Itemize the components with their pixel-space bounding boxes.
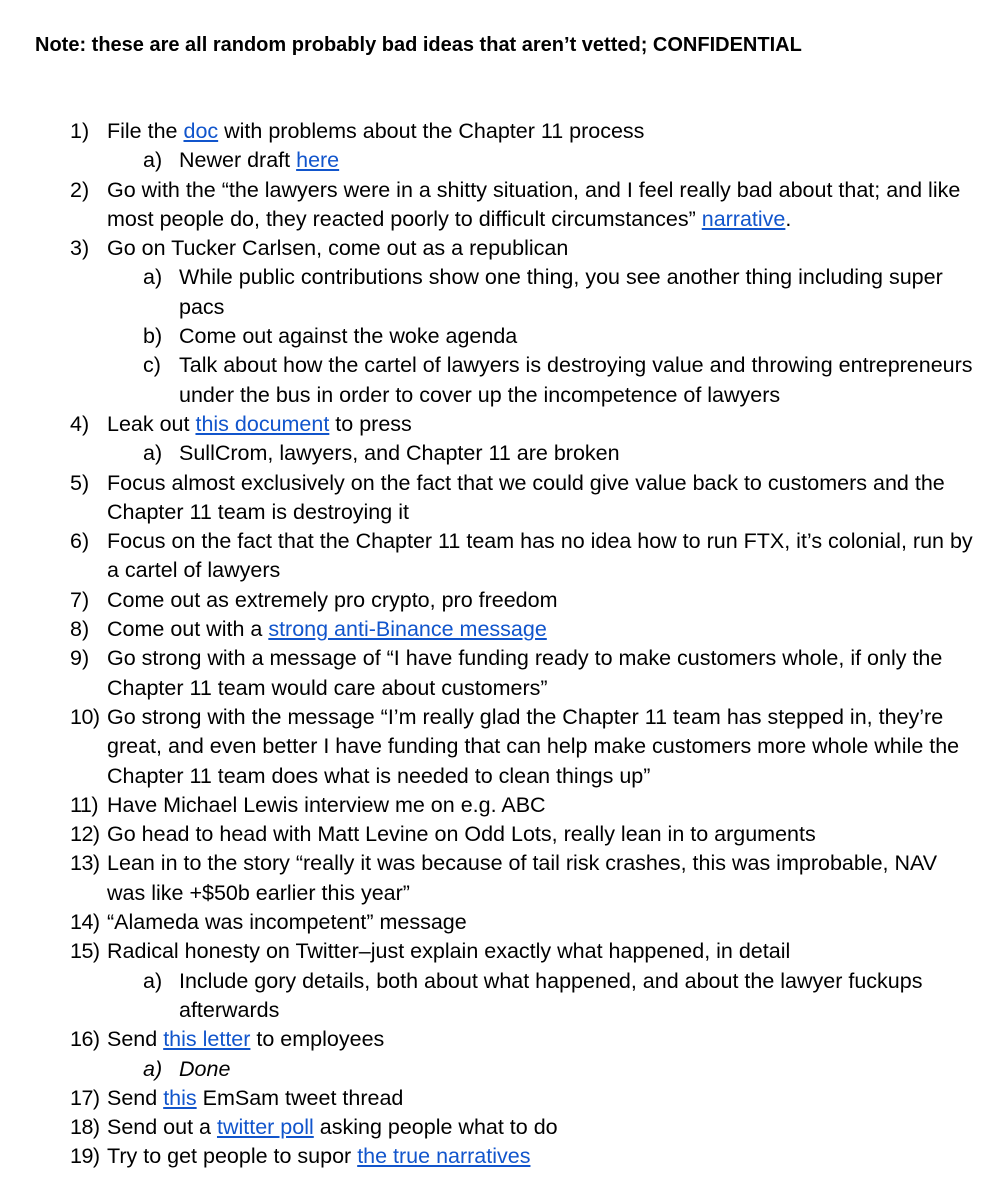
this-letter-link[interactable]: this letter	[163, 1027, 251, 1052]
item-number: 14)	[70, 910, 100, 935]
item-number: a)	[143, 148, 163, 173]
item-text: Have Michael Lewis interview me on e.g. ABC	[107, 792, 546, 817]
item-number: 13)	[70, 851, 100, 876]
list-item-11	[0, 791, 1008, 820]
item-text: asking people what to do	[313, 1115, 558, 1140]
item-text: “Alameda was incompetent” message	[107, 910, 467, 935]
list-item-3b	[0, 322, 1008, 351]
list-item-1a	[0, 146, 1008, 175]
item-text: Leak out	[107, 411, 196, 436]
item-text: .	[785, 206, 792, 231]
list-item-4a	[0, 439, 1008, 468]
list-item-3c	[0, 351, 1008, 410]
item-text: with problems about the Chapter 11 process	[218, 119, 645, 143]
this-document-link[interactable]: this document	[195, 411, 330, 436]
item-text: Send	[107, 1027, 164, 1052]
item-text: Include gory details, both about what happened, and about the lawyer fuckups afterwards	[179, 968, 923, 1022]
list-item-14	[0, 908, 1008, 937]
item-number: c)	[143, 353, 161, 378]
list-item-19	[0, 1142, 1008, 1171]
item-number: 15)	[70, 939, 100, 964]
here-link[interactable]: here	[296, 148, 340, 173]
list-item-1	[0, 117, 1008, 146]
list-item-15a	[0, 967, 1008, 1026]
item-number: 17)	[70, 1085, 100, 1110]
item-number: 3)	[70, 236, 90, 261]
list-item-12	[0, 820, 1008, 849]
anti-binance-link[interactable]: strong anti-Binance message	[268, 617, 547, 642]
item-text: Go strong with the message “I’m really glad the Chapter 11 team has stepped in, they’re great, and even better I have funding that can help make customers more whole while the Chapter 11 team does what is needed to clean things up”	[107, 704, 960, 788]
item-text: Radical honesty on Twitter–just explain exactly what happened, in detail	[107, 939, 791, 964]
item-text: Send	[107, 1085, 164, 1110]
item-number: a)	[143, 1056, 163, 1081]
item-text: Send out a	[107, 1115, 217, 1140]
item-number: a)	[143, 441, 163, 466]
item-text: to press	[329, 411, 412, 436]
list-item-8	[0, 615, 1008, 644]
list-item-10	[0, 703, 1008, 791]
idea-list	[0, 117, 1008, 1172]
item-number: 2)	[70, 177, 90, 202]
list-item-16	[0, 1025, 1008, 1054]
list-item-3	[0, 234, 1008, 263]
item-text: File the	[107, 119, 184, 143]
item-text: Go with the “the lawyers were in a shitty situation, and I feel really bad about that; and like most people do, they reacted poorly to difficult circumstances”	[107, 177, 961, 231]
narrative-link[interactable]: narrative	[701, 206, 786, 231]
item-number: 11)	[70, 792, 98, 817]
item-number: 7)	[70, 587, 90, 612]
item-number: 16)	[70, 1027, 100, 1052]
this-link[interactable]: this	[163, 1085, 197, 1110]
item-number: 4)	[70, 411, 90, 436]
item-text: Done	[179, 1056, 231, 1081]
item-text: Come out as extremely pro crypto, pro freedom	[107, 587, 558, 612]
list-item-2	[0, 176, 1008, 235]
item-text: Newer draft	[179, 148, 297, 173]
item-number: 5)	[70, 470, 90, 495]
item-text: Go head to head with Matt Levine on Odd Lots, really lean in to arguments	[107, 822, 816, 847]
item-number: 1)	[70, 119, 90, 143]
item-text: Go on Tucker Carlsen, come out as a republican	[107, 236, 569, 261]
item-number: b)	[143, 324, 163, 349]
item-text: SullCrom, lawyers, and Chapter 11 are broken	[179, 441, 620, 466]
item-number: 10)	[70, 704, 100, 729]
confidential-note: Note: these are all random probably bad ideas that aren’t vetted; CONFIDENTIAL	[35, 34, 802, 56]
item-text: While public contributions show one thing, you see another thing including super pacs	[179, 265, 943, 319]
list-item-16a	[0, 1055, 1008, 1084]
item-text: EmSam tweet thread	[196, 1085, 404, 1110]
list-item-4	[0, 410, 1008, 439]
doc-link[interactable]: doc	[183, 119, 219, 143]
item-number: a)	[143, 968, 163, 993]
list-item-18	[0, 1113, 1008, 1142]
item-number: 6)	[70, 529, 90, 554]
item-number: a)	[143, 265, 163, 290]
true-narratives-link[interactable]: the true narratives	[357, 1144, 531, 1169]
item-text: Talk about how the cartel of lawyers is destroying value and throwing entrepreneurs under the bus in order to cover up the incompetence of lawyers	[179, 353, 973, 407]
list-item-15	[0, 937, 1008, 966]
item-number: 19)	[70, 1144, 100, 1169]
list-item-13	[0, 849, 1008, 908]
item-number: 18)	[70, 1115, 100, 1140]
list-item-5	[0, 469, 1008, 528]
list-item-17	[0, 1084, 1008, 1113]
item-text: Try to get people to supor	[107, 1144, 358, 1169]
list-item-3a	[0, 263, 1008, 322]
list-item-7	[0, 586, 1008, 615]
item-number: 9)	[70, 646, 90, 671]
item-text: Go strong with a message of “I have funding ready to make customers whole, if only the Chapter 11 team would care about customers”	[107, 646, 943, 700]
item-text: Lean in to the story “really it was because of tail risk crashes, this was improbable, NAV was like +$50b earlier this year”	[107, 851, 938, 905]
item-text: Focus almost exclusively on the fact that we could give value back to customers and the Chapter 11 team is destroying it	[107, 470, 945, 524]
list-item-6	[0, 527, 1008, 586]
item-number: 8)	[70, 617, 90, 642]
item-text: Come out with a	[107, 617, 269, 642]
item-text: to employees	[250, 1027, 385, 1052]
item-text: Come out against the woke agenda	[179, 324, 518, 349]
item-number: 12)	[70, 822, 100, 847]
list-item-9	[0, 644, 1008, 703]
twitter-poll-link[interactable]: twitter poll	[216, 1115, 314, 1140]
item-text: Focus on the fact that the Chapter 11 team has no idea how to run FTX, it’s colonial, run by a cartel of lawyers	[107, 529, 973, 583]
